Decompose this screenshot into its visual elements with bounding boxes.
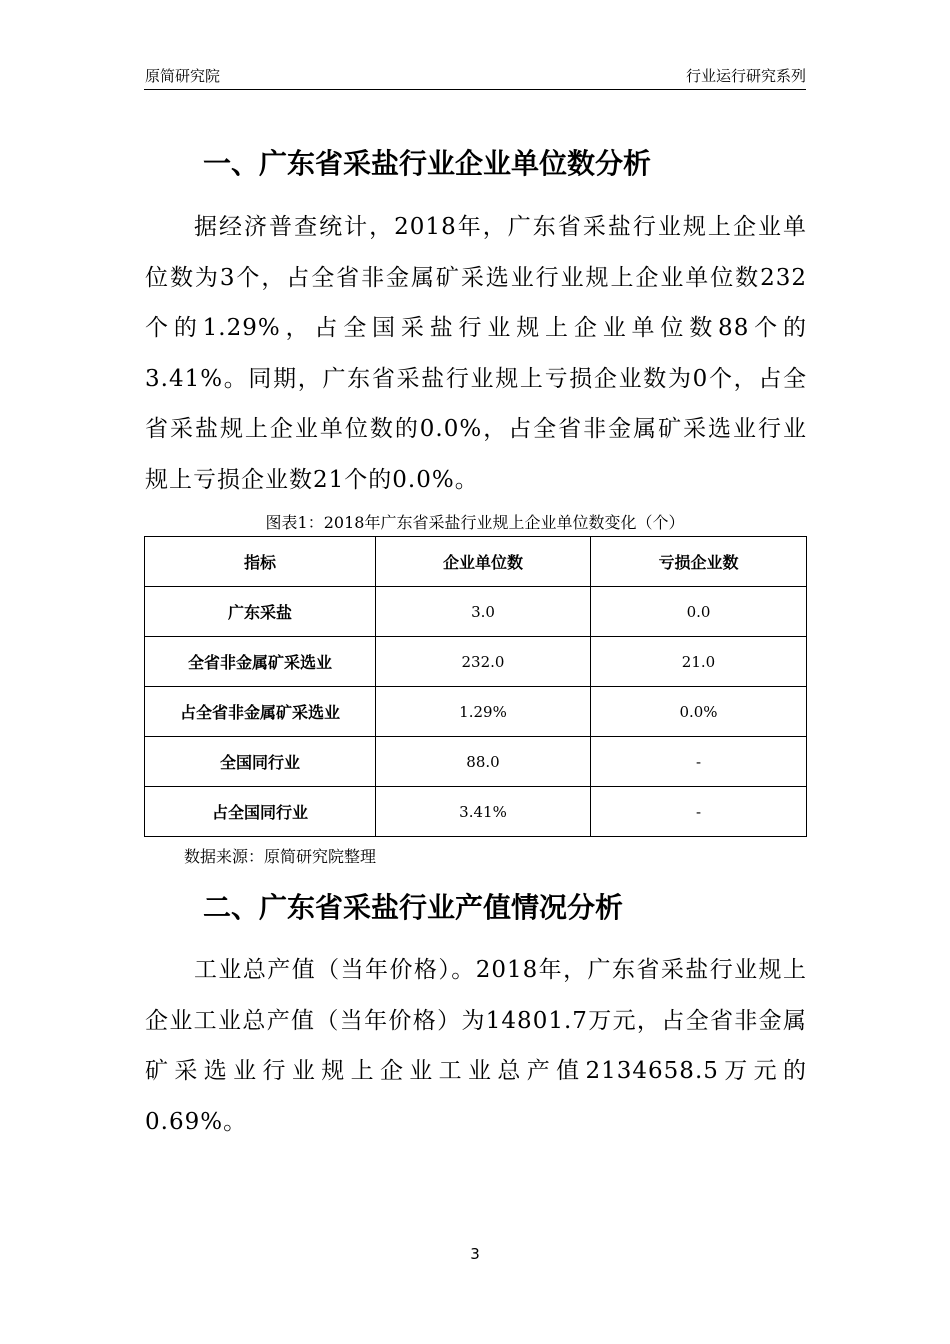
enterprise-units-value: 3.0 [376,587,591,637]
table-header-row [145,537,807,587]
column-header-enterprise-units: 企业单位数 [376,537,591,587]
page-number: 3 [470,1245,480,1263]
section-1-paragraph: 据经济普查统计，2018年，广东省采盐行业规上企业单位数为3个，占全省非金属矿采选业行业规上企业单位数232个的1.29%，占全国采盐行业规上企业单位数88个的3.41%。同期，广东省采盐行业规上亏损企业数为0个，占全省采盐规上企业单位数的0.0%，占全省非金属矿采选业行业规上亏损企业数21个的0.0%。 [145,214,807,493]
column-header-loss-enterprises: 亏损企业数 [591,537,807,587]
loss-enterprises-value: - [591,787,807,837]
header-organization: 原简研究院 [145,67,221,85]
row-label: 广东采盐 [145,587,376,637]
loss-enterprises-value: - [591,737,807,787]
enterprise-units-value: 1.29% [376,687,591,737]
table-row [145,687,807,737]
enterprise-units-value: 88.0 [376,737,591,787]
table-caption: 图表1：2018年广东省采盐行业规上企业单位数变化（个） [265,513,685,532]
section-2-heading: 二、广东省采盐行业产值情况分析 [203,891,624,924]
enterprise-units-value: 3.41% [376,787,591,837]
header-series-title: 行业运行研究系列 [685,67,806,85]
table-row [145,587,807,637]
section-1-heading: 一、广东省采盐行业企业单位数分析 [203,147,652,180]
table-source-note: 数据来源：原简研究院整理 [184,847,377,866]
enterprise-units-table [144,536,807,837]
column-header-indicator: 指标 [145,537,376,587]
enterprise-units-value: 232.0 [376,637,591,687]
loss-enterprises-value: 0.0 [591,587,807,637]
loss-enterprises-value: 0.0% [591,687,807,737]
header-divider [144,89,806,90]
row-label: 全省非金属矿采选业 [145,637,376,687]
row-label: 占全国同行业 [145,787,376,837]
row-label: 占全省非金属矿采选业 [145,687,376,737]
table-row [145,637,807,687]
table-row [145,787,807,837]
table-row [145,737,807,787]
row-label: 全国同行业 [145,737,376,787]
section-2-paragraph: 工业总产值（当年价格）。2018年，广东省采盐行业规上企业工业总产值（当年价格）为14801.7万元，占全省非金属矿采选业行业规上企业工业总产值2134658.5万元的0.69%。 [145,957,807,1135]
loss-enterprises-value: 21.0 [591,637,807,687]
